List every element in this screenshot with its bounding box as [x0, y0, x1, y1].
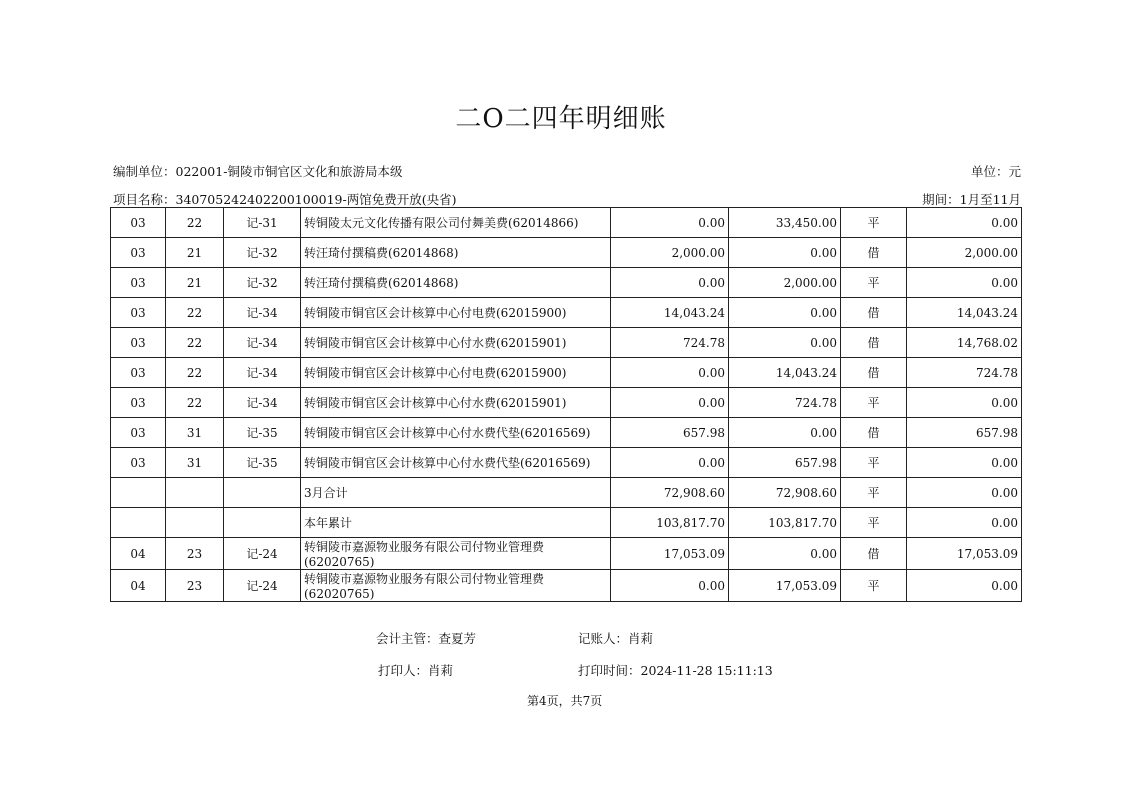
cell-day: 31 — [166, 448, 224, 478]
cell-day: 23 — [166, 570, 224, 602]
cell-summary: 转汪琦付撰稿费(62014868) — [301, 268, 611, 298]
table-row — [111, 508, 1022, 538]
cell-direction: 借 — [841, 358, 907, 388]
cell-summary: 转铜陵太元文化传播有限公司付舞美费(62014866) — [301, 208, 611, 238]
cell-month: 04 — [111, 538, 166, 570]
page-number: 第4页，共7页 — [527, 694, 603, 708]
cell-debit: 0.00 — [611, 268, 729, 298]
cell-balance: 724.78 — [907, 358, 1022, 388]
cell-direction: 借 — [841, 298, 907, 328]
cell-direction: 平 — [841, 388, 907, 418]
cell-voucher: 记-24 — [224, 570, 301, 602]
table-row — [111, 448, 1022, 478]
cell-direction: 平 — [841, 508, 907, 538]
table-row — [111, 570, 1022, 602]
cell-balance: 17,053.09 — [907, 538, 1022, 570]
cell-balance: 0.00 — [907, 208, 1022, 238]
cell-credit: 2,000.00 — [729, 268, 841, 298]
cell-debit: 72,908.60 — [611, 478, 729, 508]
page-title: 二O二四年明细账 — [455, 104, 667, 134]
table-row — [111, 418, 1022, 448]
cell-direction: 借 — [841, 418, 907, 448]
cell-day: 21 — [166, 268, 224, 298]
cell-month: 03 — [111, 238, 166, 268]
cell-debit: 0.00 — [611, 208, 729, 238]
cell-credit: 33,450.00 — [729, 208, 841, 238]
cell-direction: 平 — [841, 448, 907, 478]
cell-direction: 平 — [841, 570, 907, 602]
cell-voucher: 记-34 — [224, 388, 301, 418]
cell-day — [166, 478, 224, 508]
cell-voucher: 记-34 — [224, 328, 301, 358]
cell-debit: 0.00 — [611, 448, 729, 478]
cell-credit: 724.78 — [729, 388, 841, 418]
bookkeeper: 记账人：肖莉 — [578, 631, 654, 646]
cell-balance: 0.00 — [907, 570, 1022, 602]
cell-month — [111, 508, 166, 538]
cell-debit: 657.98 — [611, 418, 729, 448]
table-row — [111, 298, 1022, 328]
table-row — [111, 208, 1022, 238]
cell-summary: 本年累计 — [301, 508, 611, 538]
cell-month: 03 — [111, 358, 166, 388]
table-row — [111, 238, 1022, 268]
cell-summary: 转铜陵市嘉源物业服务有限公司付物业管理费(62020765) — [301, 570, 611, 602]
cell-summary: 转铜陵市铜官区会计核算中心付水费(62015901) — [301, 328, 611, 358]
cell-voucher: 记-24 — [224, 538, 301, 570]
cell-day: 21 — [166, 238, 224, 268]
cell-balance: 0.00 — [907, 448, 1022, 478]
cell-direction: 平 — [841, 268, 907, 298]
cell-debit: 0.00 — [611, 358, 729, 388]
cell-summary: 3月合计 — [301, 478, 611, 508]
cell-voucher — [224, 508, 301, 538]
cell-day: 22 — [166, 298, 224, 328]
currency-label: 单位：元 — [970, 164, 1021, 179]
cell-credit: 14,043.24 — [729, 358, 841, 388]
cell-credit: 72,908.60 — [729, 478, 841, 508]
cell-voucher: 记-35 — [224, 418, 301, 448]
cell-summary: 转铜陵市铜官区会计核算中心付电费(62015900) — [301, 358, 611, 388]
cell-day: 22 — [166, 328, 224, 358]
cell-credit: 0.00 — [729, 298, 841, 328]
ledger-table — [110, 207, 1022, 602]
cell-direction: 平 — [841, 478, 907, 508]
cell-day: 22 — [166, 358, 224, 388]
project-label: 项目名称：340705242402200100019-两馆免费开放(央省) — [113, 192, 457, 207]
cell-voucher: 记-35 — [224, 448, 301, 478]
table-row — [111, 478, 1022, 508]
cell-balance: 0.00 — [907, 508, 1022, 538]
cell-debit: 17,053.09 — [611, 538, 729, 570]
print-time: 打印时间：2024-11-28 15:11:13 — [578, 663, 773, 678]
cell-credit: 103,817.70 — [729, 508, 841, 538]
cell-month: 03 — [111, 388, 166, 418]
cell-debit: 103,817.70 — [611, 508, 729, 538]
cell-debit: 2,000.00 — [611, 238, 729, 268]
cell-month: 03 — [111, 448, 166, 478]
cell-day — [166, 508, 224, 538]
cell-summary: 转铜陵市铜官区会计核算中心付水费代垫(62016569) — [301, 418, 611, 448]
cell-direction: 借 — [841, 238, 907, 268]
cell-direction: 借 — [841, 538, 907, 570]
cell-balance: 657.98 — [907, 418, 1022, 448]
cell-summary: 转汪琦付撰稿费(62014868) — [301, 238, 611, 268]
table-row — [111, 328, 1022, 358]
cell-month: 03 — [111, 418, 166, 448]
cell-voucher: 记-32 — [224, 238, 301, 268]
cell-month: 03 — [111, 298, 166, 328]
table-row — [111, 388, 1022, 418]
cell-voucher: 记-34 — [224, 358, 301, 388]
cell-voucher: 记-32 — [224, 268, 301, 298]
cell-voucher: 记-31 — [224, 208, 301, 238]
cell-day: 22 — [166, 388, 224, 418]
cell-month: 03 — [111, 208, 166, 238]
table-row — [111, 268, 1022, 298]
cell-summary: 转铜陵市铜官区会计核算中心付电费(62015900) — [301, 298, 611, 328]
cell-credit: 0.00 — [729, 328, 841, 358]
cell-credit: 0.00 — [729, 538, 841, 570]
cell-credit: 0.00 — [729, 238, 841, 268]
cell-month: 03 — [111, 268, 166, 298]
cell-month — [111, 478, 166, 508]
cell-summary: 转铜陵市嘉源物业服务有限公司付物业管理费(62020765) — [301, 538, 611, 570]
cell-summary: 转铜陵市铜官区会计核算中心付水费代垫(62016569) — [301, 448, 611, 478]
cell-voucher — [224, 478, 301, 508]
cell-balance: 0.00 — [907, 268, 1022, 298]
cell-debit: 14,043.24 — [611, 298, 729, 328]
cell-balance: 0.00 — [907, 388, 1022, 418]
cell-day: 31 — [166, 418, 224, 448]
cell-balance: 0.00 — [907, 478, 1022, 508]
cell-voucher: 记-34 — [224, 298, 301, 328]
table-row — [111, 358, 1022, 388]
cell-balance: 2,000.00 — [907, 238, 1022, 268]
printer: 打印人：肖莉 — [378, 663, 454, 678]
cell-direction: 平 — [841, 208, 907, 238]
cell-day: 23 — [166, 538, 224, 570]
cell-debit: 0.00 — [611, 388, 729, 418]
cell-summary: 转铜陵市铜官区会计核算中心付水费(62015901) — [301, 388, 611, 418]
cell-month: 04 — [111, 570, 166, 602]
period-label: 期间：1月至11月 — [922, 192, 1021, 207]
cell-debit: 0.00 — [611, 570, 729, 602]
cell-balance: 14,768.02 — [907, 328, 1022, 358]
table-row — [111, 538, 1022, 570]
unit-label: 编制单位：022001-铜陵市铜官区文化和旅游局本级 — [113, 164, 403, 179]
cell-credit: 657.98 — [729, 448, 841, 478]
cell-direction: 借 — [841, 328, 907, 358]
cell-credit: 0.00 — [729, 418, 841, 448]
cell-debit: 724.78 — [611, 328, 729, 358]
cell-month: 03 — [111, 328, 166, 358]
cell-day: 22 — [166, 208, 224, 238]
supervisor: 会计主管：查夏芳 — [376, 631, 477, 646]
cell-credit: 17,053.09 — [729, 570, 841, 602]
cell-balance: 14,043.24 — [907, 298, 1022, 328]
